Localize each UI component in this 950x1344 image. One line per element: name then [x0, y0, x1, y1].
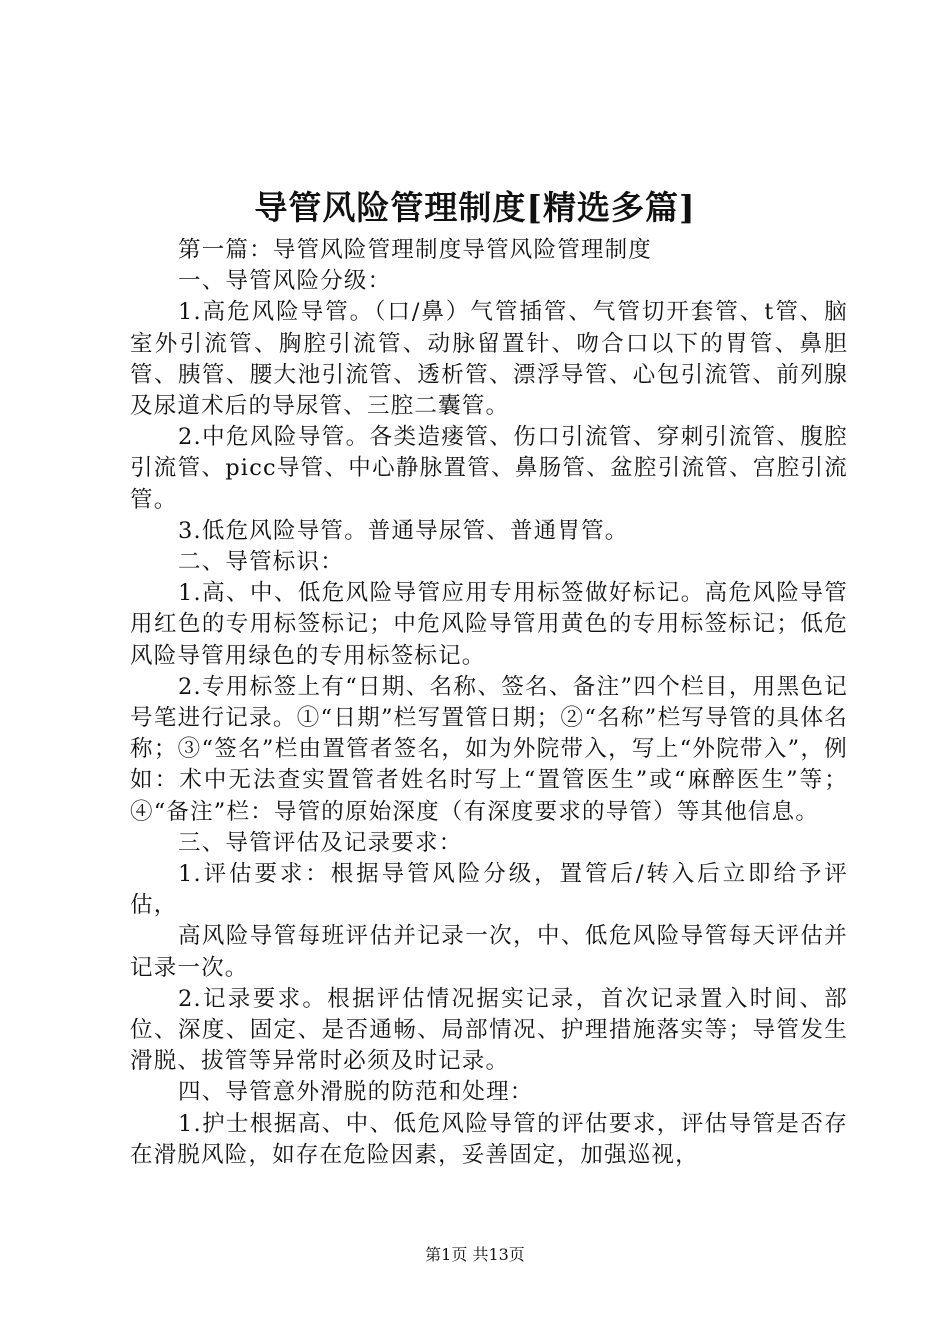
paragraph: 3.低危风险导管。普通导尿管、普通胃管。: [178, 517, 629, 544]
paragraph: 1.评估要求：根据导管风险分级，置管后/转入后立即给予评估，: [130, 861, 848, 919]
section-heading: 二、导管标识：: [178, 549, 344, 576]
section-heading: 一、导管风险分级：: [178, 268, 392, 295]
paragraph: 1.护士根据高、中、低危风险导管的评估要求，评估导管是否存在滑脱风险，如存在危险因素，妥善固定，加强巡视，: [130, 1110, 848, 1168]
document-body: [130, 235, 848, 1171]
paragraph: 高风险导管每班评估并记录一次，中、低危风险导管每天评估并记录一次。: [130, 923, 848, 981]
section-heading: 四、导管意外滑脱的防范和处理：: [178, 1079, 534, 1106]
page-footer: 第1页 共13页: [425, 1245, 525, 1264]
paragraph: 1.高、中、低危风险导管应用专用标签做好标记。高危风险导管用红色的专用标签标记；中危风险导管用黄色的专用标签标记；低危风险导管用绿色的专用标签标记。: [130, 580, 848, 669]
paragraph: 1.高危风险导管。（口/鼻）气管插管、气管切开套管、t管、脑室外引流管、胸腔引流管、动脉留置针、吻合口以下的胃管、鼻胆管、胰管、腰大池引流管、透析管、漂浮导管、心包引流管、前列腺及尿道术后的导尿管、三腔二囊管。: [130, 299, 848, 420]
paragraph: 2.专用标签上有“日期、名称、签名、备注”四个栏目，用黑色记号笔进行记录。①“日期”栏写置管日期；②“名称”栏写导管的具体名称；③“签名”栏由置管者签名，如为外院带入，写上“外院带入”，例如：术中无法查实置管者姓名时写上“置管医生”或“麻醉医生”等；④“备注”栏：导管的原始深度（有深度要求的导管）等其他信息。: [130, 673, 848, 825]
paragraph: 2.中危风险导管。各类造瘘管、伤口引流管、穿刺引流管、腹腔引流管、picc导管、中心静脉置管、鼻肠管、盆腔引流管、宫腔引流管。: [130, 424, 848, 513]
paragraph: 2.记录要求。根据评估情况据实记录，首次记录置入时间、部位、深度、固定、是否通畅、局部情况、护理措施落实等；导管发生滑脱、拔管等异常时必须及时记录。: [130, 985, 848, 1075]
document-title: 导管风险管理制度[精选多篇]: [254, 188, 696, 227]
section-heading: 三、导管评估及记录要求：: [178, 829, 463, 856]
paragraph: 第一篇：导管风险管理制度导管风险管理制度: [178, 237, 653, 263]
